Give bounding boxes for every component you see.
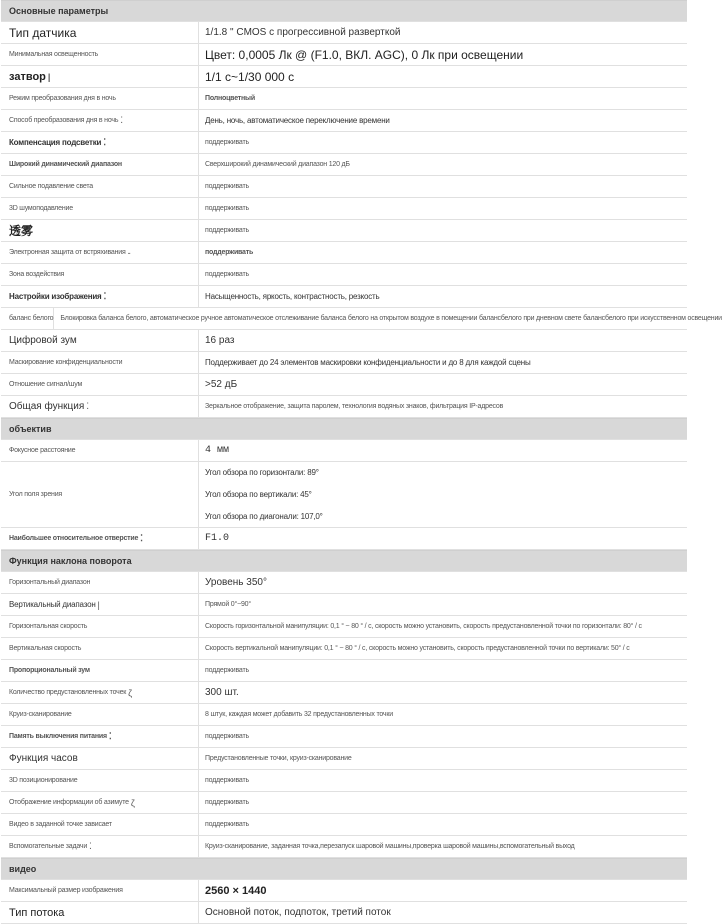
spec-row-15 <box>1 330 687 352</box>
spec-row-8 <box>1 176 687 198</box>
spec-value <box>199 902 687 923</box>
spec-label-text: Отношение сигнал/шум <box>9 381 83 388</box>
spec-label-text: Наибольшее относительное отверстие <box>9 535 139 542</box>
spec-label-text: Горизонтальный диапазон <box>9 579 91 586</box>
spec-value-text: 4 мм <box>205 445 230 456</box>
spec-row-21 <box>1 462 687 528</box>
spec-value <box>199 374 687 395</box>
spec-value-text: поддерживать <box>205 799 249 806</box>
spec-value-text: 1/1 с~1/30 000 с <box>205 69 295 84</box>
spec-label-text: Сильное подавление света <box>9 183 93 190</box>
spec-value-text: 1/1.8 " CMOS с прогрессивной разверткой <box>205 27 401 38</box>
spec-label-text: баланс белого <box>9 315 54 322</box>
spec-value <box>199 836 687 857</box>
spec-value <box>199 396 687 417</box>
spec-value-text: Скорость вертикальной манипуляции: 0,1 ° ~ 80 ° / с, скорость можно установить, скорость предустановленной точки по вертикали: 50° / с <box>205 645 630 652</box>
spec-value-text: Скорость горизонтальной манипуляции: 0,1 ° ~ 80 ° / с, скорость можно установить, скорость предустановленной точки по горизонтали: 80° / с <box>205 623 642 630</box>
spec-label-text: Электронная защита от встряхивания <box>9 249 126 256</box>
spec-value <box>199 88 687 109</box>
spec-value <box>199 110 687 131</box>
marker-icon: ζ <box>130 797 135 808</box>
marker-icon: ⁚ <box>103 137 106 147</box>
spec-label-text: 透雾 <box>9 224 34 238</box>
spec-label <box>1 616 199 637</box>
spec-value <box>54 308 722 329</box>
spec-label <box>1 308 54 329</box>
spec-value-text: поддерживать <box>205 777 249 784</box>
spec-value <box>199 616 687 637</box>
spec-label <box>1 286 199 307</box>
spec-row-18 <box>1 396 687 418</box>
spec-label-text: Цифровой зум <box>9 335 77 346</box>
spec-value <box>199 198 687 219</box>
spec-value-text: Прямой 0°~90° <box>205 601 251 608</box>
spec-table <box>1 0 722 924</box>
spec-value <box>199 462 687 527</box>
spec-value <box>199 44 687 65</box>
spec-value-text: поддерживать <box>205 205 249 212</box>
marker-icon: ⁚ <box>103 291 107 301</box>
spec-value-text: 300 шт. <box>205 687 239 698</box>
spec-label-text: Широкий динамический диапазон <box>9 161 122 168</box>
spec-label <box>1 836 199 857</box>
marker-icon: | <box>47 71 51 82</box>
spec-value-text: Зеркальное отображение, защита паролем, технология водяных знаков, фильтрация IP-адресов <box>205 403 504 410</box>
spec-row-5 <box>1 110 687 132</box>
spec-row-17 <box>1 374 687 396</box>
spec-label <box>1 770 199 791</box>
spec-label-text: Вертикальная скорость <box>9 645 82 652</box>
spec-label <box>1 88 199 109</box>
spec-label <box>1 726 199 747</box>
marker-icon: ⁚ <box>120 115 123 125</box>
spec-label-text: Тип потока <box>9 906 65 919</box>
spec-row-11 <box>1 242 687 264</box>
spec-label-text: Общая функция <box>9 401 85 412</box>
spec-label <box>1 22 199 43</box>
spec-value-text: поддерживать <box>205 667 249 674</box>
section-video <box>1 858 687 880</box>
spec-label <box>1 44 199 65</box>
spec-label <box>1 682 199 703</box>
spec-value <box>199 286 687 307</box>
spec-row-38 <box>1 880 687 902</box>
spec-value <box>199 154 687 175</box>
spec-value-text: поддерживать <box>205 821 249 828</box>
section-title: объектив <box>9 424 52 434</box>
spec-value <box>199 770 687 791</box>
spec-value <box>199 704 687 725</box>
spec-value-line: Угол обзора по диагонали: 107,0° <box>205 511 323 521</box>
spec-label-text: Фокусное расстояние <box>9 447 76 454</box>
spec-value-text: Блокировка баланса белого, автоматическое ручное автоматическое отслеживание баланса белого на открытом воздухе в помещении балансбелого при дневном свете балансбелого при искусственном освещении <box>60 315 722 322</box>
spec-row-22 <box>1 528 687 550</box>
spec-value-text: поддерживать <box>205 249 254 256</box>
spec-value <box>199 528 687 549</box>
section-title: Функция наклона поворота <box>9 556 132 566</box>
spec-label-text: 3D шумоподавление <box>9 205 73 212</box>
spec-value <box>199 572 687 593</box>
spec-row-34 <box>1 792 687 814</box>
spec-row-9 <box>1 198 687 220</box>
spec-value-text: Уровень 350° <box>205 577 267 588</box>
spec-row-2 <box>1 44 687 66</box>
spec-value <box>199 176 687 197</box>
spec-row-1 <box>1 22 687 44</box>
spec-row-30 <box>1 704 687 726</box>
spec-row-3 <box>1 66 687 88</box>
spec-row-13 <box>1 286 687 308</box>
spec-row-24 <box>1 572 687 594</box>
spec-label <box>1 814 199 835</box>
spec-value <box>199 726 687 747</box>
spec-value <box>199 594 687 615</box>
spec-label-text: Настройки изображения <box>9 292 102 301</box>
spec-label-text: Круиз-сканирование <box>9 711 72 718</box>
section-title: Основные параметры <box>9 6 109 16</box>
spec-row-32 <box>1 748 687 770</box>
spec-label-text: Максимальный размер изображения <box>9 887 123 894</box>
marker-icon: ⁚ <box>86 401 90 411</box>
spec-row-35 <box>1 814 687 836</box>
spec-value <box>199 638 687 659</box>
spec-value <box>199 66 687 87</box>
spec-label <box>1 176 199 197</box>
spec-label <box>1 638 199 659</box>
marker-icon: ⁚ <box>140 533 143 543</box>
spec-label-text: Отображение информации об азимуте <box>9 799 129 806</box>
spec-label-text: Количество предустановленных точек <box>9 689 127 696</box>
spec-value <box>199 22 687 43</box>
spec-label <box>1 242 199 263</box>
section-lens <box>1 418 687 440</box>
spec-value-text: Круиз-сканирование, заданная точка,перезапуск шаровой машины,проверка шаровой машины,вспомогательный выход <box>205 843 575 850</box>
spec-label-text: Память выключения питания <box>9 733 107 740</box>
spec-label <box>1 154 199 175</box>
spec-value <box>199 220 687 241</box>
spec-row-4 <box>1 88 687 110</box>
spec-value-text: F1.0 <box>205 533 230 544</box>
spec-value <box>199 264 687 285</box>
spec-value-text: 2560 × 1440 <box>205 884 267 897</box>
spec-row-20 <box>1 440 687 462</box>
spec-value <box>199 880 687 901</box>
spec-label-text: Тип датчика <box>9 25 77 40</box>
spec-label <box>1 704 199 725</box>
spec-row-27 <box>1 638 687 660</box>
spec-row-33 <box>1 770 687 792</box>
spec-label <box>1 462 199 527</box>
spec-value-text: 8 штук, каждая может добавить 32 предустановленных точки <box>205 711 393 718</box>
spec-label-text: затвор <box>9 70 46 83</box>
spec-row-16 <box>1 352 687 374</box>
spec-label-text: Минимальная освещенность <box>9 51 99 58</box>
spec-row-36 <box>1 836 687 858</box>
spec-value-text: поддерживать <box>205 183 249 190</box>
spec-label-text: Вертикальный диапазон <box>9 600 96 609</box>
spec-row-28 <box>1 660 687 682</box>
spec-label <box>1 748 199 769</box>
spec-row-14 <box>1 308 722 330</box>
spec-value <box>199 330 687 351</box>
spec-row-39 <box>1 902 687 924</box>
spec-row-25 <box>1 594 687 616</box>
spec-value <box>199 682 687 703</box>
spec-row-26 <box>1 616 687 638</box>
spec-value-text: Сверхширокий динамический диапазон 120 дБ <box>205 161 350 168</box>
section-title: видео <box>9 864 37 874</box>
spec-row-6 <box>1 132 687 154</box>
spec-value-text: поддерживать <box>205 271 249 278</box>
spec-value-text: поддерживать <box>205 139 249 146</box>
marker-icon: ⁚ <box>89 841 92 851</box>
spec-label <box>1 264 199 285</box>
spec-label <box>1 198 199 219</box>
spec-value-text: 16 раз <box>205 335 235 346</box>
spec-row-29 <box>1 682 687 704</box>
spec-value <box>199 242 687 263</box>
section-basic <box>1 0 687 22</box>
spec-label-text: Вспомогательные задачи <box>9 843 88 850</box>
spec-value-line: Угол обзора по горизонтали: 89° <box>205 467 319 477</box>
spec-row-31 <box>1 726 687 748</box>
marker-icon: ζ <box>128 687 132 698</box>
spec-value <box>199 132 687 153</box>
spec-label <box>1 440 199 461</box>
spec-label-text: Маскирование конфиденциальности <box>9 359 123 366</box>
spec-value-text: Цвет: 0,0005 Лк @ (F1.0, ВКЛ. AGC), 0 Лк при освещении <box>205 47 524 62</box>
spec-label <box>1 66 199 87</box>
spec-value <box>199 440 687 461</box>
spec-label-text: Горизонтальная скорость <box>9 623 88 630</box>
spec-value-line: Угол обзора по вертикали: 45° <box>205 489 312 499</box>
spec-label-text: Зона воздействия <box>9 271 65 278</box>
spec-value-text: День, ночь, автоматическое переключение времени <box>205 116 390 125</box>
spec-label <box>1 374 199 395</box>
spec-label <box>1 594 199 615</box>
spec-label <box>1 220 199 241</box>
spec-label <box>1 792 199 813</box>
spec-value <box>199 660 687 681</box>
spec-label <box>1 110 199 131</box>
spec-value <box>199 352 687 373</box>
section-ptz <box>1 550 687 572</box>
spec-label-text: Функция часов <box>9 753 78 764</box>
spec-value-text: Полноцветный <box>205 95 255 102</box>
spec-label <box>1 572 199 593</box>
spec-label-text: Режим преобразования дня в ночь <box>9 95 116 102</box>
spec-label-text: Угол поля зрения <box>9 491 63 498</box>
spec-value-text: поддерживать <box>205 227 249 234</box>
spec-label <box>1 880 199 901</box>
spec-value-text: Насыщенность, яркость, контрастность, резкость <box>205 292 380 301</box>
spec-value-text: Основной поток, подпоток, третий поток <box>205 907 391 918</box>
spec-label-text: 3D позиционирование <box>9 777 78 784</box>
spec-label <box>1 352 199 373</box>
spec-value-text: Предустановленные точки, круиз-сканирование <box>205 755 352 762</box>
spec-value-text: поддерживать <box>205 733 249 740</box>
spec-value <box>199 748 687 769</box>
spec-label <box>1 528 199 549</box>
marker-icon: ⁚ <box>108 731 112 741</box>
marker-icon: - <box>127 247 131 258</box>
marker-icon: | <box>97 599 100 610</box>
spec-label <box>1 396 199 417</box>
spec-label <box>1 132 199 153</box>
spec-label-text: Компенсация подсветки <box>9 138 102 147</box>
spec-label-text: Видео в заданной точке зависает <box>9 821 112 828</box>
spec-value-text: Поддерживает до 24 элементов маскировки конфиденциальности и до 8 для каждой сцены <box>205 358 531 367</box>
spec-value <box>199 792 687 813</box>
spec-label <box>1 902 199 923</box>
spec-value-text: >52 дБ <box>205 379 238 390</box>
spec-row-12 <box>1 264 687 286</box>
spec-value <box>199 814 687 835</box>
spec-label-text: Пропорциональный зум <box>9 667 90 674</box>
spec-row-10 <box>1 220 687 242</box>
spec-row-7 <box>1 154 687 176</box>
spec-label <box>1 660 199 681</box>
spec-label <box>1 330 199 351</box>
spec-label-text: Способ преобразования дня в ночь <box>9 117 119 124</box>
